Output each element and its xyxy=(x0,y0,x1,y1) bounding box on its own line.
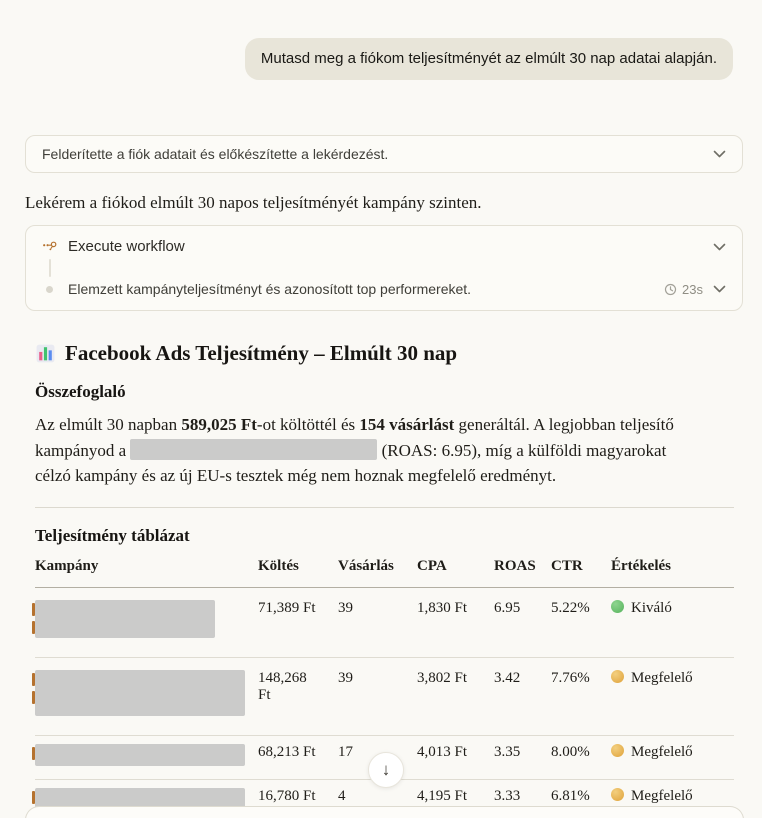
cell-vasarlas: 39 xyxy=(338,657,417,735)
cell-ctr: 8.00% xyxy=(551,735,611,779)
rating-label: Megfelelő xyxy=(631,743,693,760)
column-header: ROAS xyxy=(494,558,551,588)
summary-heading: Összefoglaló xyxy=(35,382,126,401)
cell-ctr: 5.22% xyxy=(551,587,611,657)
table-heading: Teljesítmény táblázat xyxy=(35,525,190,545)
summary-text: (ROAS: 6.95), míg a külföldi magyarokat célzó kampány és az új EU-s tesztek még nem hoznak megfelelő eredményt. xyxy=(35,440,667,485)
assistant-intro-text: Lekérem a fiókod elmúlt 30 napos teljesítményét kampány szinten. xyxy=(25,193,482,212)
column-header: Értékelés xyxy=(611,558,734,588)
cell-roas: 3.42 xyxy=(494,657,551,735)
campaign-emoji-fragment xyxy=(32,691,35,704)
cell-koltes: 68,213 Ft xyxy=(258,735,338,779)
campaign-redaction xyxy=(35,600,215,638)
summary-text: Az elmúlt 30 napban xyxy=(35,415,182,434)
collapsed-step-label: Felderítette a fiók adatait és előkészítette a lekérdezést. xyxy=(42,146,389,162)
campaign-emoji-fragment xyxy=(32,673,35,686)
scroll-down-button[interactable] xyxy=(368,752,404,788)
cell-vasarlas: 4 xyxy=(338,787,346,804)
cell-koltes: 71,389 Ft xyxy=(258,587,338,657)
cell-roas: 3.33 xyxy=(494,787,521,804)
campaign-redaction xyxy=(35,744,245,766)
cell-ertekeles xyxy=(611,587,734,657)
collapsed-step-box[interactable] xyxy=(25,135,743,173)
status-dot-yellow-icon xyxy=(611,744,624,757)
summary-text: generáltál. A legjobban teljesítő kampányod a xyxy=(35,415,674,460)
summary-text: -ot költöttél és xyxy=(256,415,360,434)
cell-ertekeles xyxy=(611,657,734,735)
column-header: CTR xyxy=(551,558,611,588)
bar-chart-icon xyxy=(35,343,56,364)
workflow-duration xyxy=(664,282,703,297)
cell-vasarlas: 17 xyxy=(338,735,417,779)
campaign-emoji-fragment xyxy=(32,603,35,616)
clock-icon xyxy=(664,283,677,296)
cell-campaign xyxy=(35,587,258,657)
cell-vasarlas: 39 xyxy=(338,587,417,657)
report-title-row xyxy=(35,341,743,366)
cell-cpa: 4,195 Ft xyxy=(417,787,468,804)
cell-cpa: 4,013 Ft xyxy=(417,735,494,779)
workflow-substep-text: Elemzett kampányteljesítményt és azonosított top performereket. xyxy=(68,281,472,297)
cell-campaign xyxy=(35,657,258,735)
chevron-down-icon[interactable] xyxy=(713,243,726,251)
workflow-substep[interactable] xyxy=(26,279,742,310)
column-header: Vásárlás xyxy=(338,558,417,588)
column-header: Kampány xyxy=(35,558,258,588)
table-row xyxy=(35,657,734,735)
column-header: CPA xyxy=(417,558,494,588)
rating-label: Megfelelő xyxy=(631,669,693,686)
cell-koltes: 148,268 Ft xyxy=(258,657,338,735)
chat-input-box[interactable] xyxy=(25,806,744,818)
table-header-row xyxy=(35,558,734,588)
campaign-emoji-fragment xyxy=(32,747,35,760)
rating-label: Megfelelő xyxy=(631,787,693,804)
cell-ertekeles xyxy=(611,735,734,779)
summary-bold-value: 589,025 Ft xyxy=(181,415,257,434)
cell-cpa: 3,802 Ft xyxy=(417,657,494,735)
cell-campaign xyxy=(35,735,258,779)
cell-koltes: 16,780 Ft xyxy=(258,787,316,804)
workflow-duration-text: 23s xyxy=(682,281,703,297)
workflow-panel xyxy=(25,225,743,311)
status-dot-yellow-icon xyxy=(611,670,624,683)
cell-roas: 3.35 xyxy=(494,735,551,779)
workflow-icon xyxy=(42,239,58,255)
down-arrow-icon: ↓ xyxy=(381,760,391,779)
user-message-bubble: Mutasd meg a fiókom teljesítményét az elmúlt 30 nap adatai alapján. xyxy=(245,38,733,80)
column-header: Költés xyxy=(258,558,338,588)
report-title: Facebook Ads Teljesítmény – Elmúlt 30 nap xyxy=(65,341,458,365)
campaign-emoji-fragment xyxy=(32,791,35,804)
section-divider xyxy=(35,507,734,508)
table-row xyxy=(35,587,734,657)
chevron-down-icon[interactable] xyxy=(713,285,726,293)
workflow-title: Execute workflow xyxy=(68,238,185,255)
campaign-redaction xyxy=(35,670,245,716)
user-message-row xyxy=(0,0,762,80)
chevron-down-icon[interactable] xyxy=(713,150,726,158)
campaign-emoji-fragment xyxy=(32,621,35,634)
redacted-text xyxy=(130,439,377,460)
status-dot-green-icon xyxy=(611,600,624,613)
step-bullet-icon xyxy=(46,286,53,293)
cell-roas: 6.95 xyxy=(494,587,551,657)
summary-bold-value: 154 vásárlást xyxy=(359,415,455,434)
step-connector-line xyxy=(49,259,51,277)
cell-ctr: 7.76% xyxy=(551,657,611,735)
cell-ctr: 6.81% xyxy=(551,787,590,804)
rating-label: Kiváló xyxy=(631,599,672,616)
status-dot-yellow-icon xyxy=(611,788,624,801)
cell-cpa: 1,830 Ft xyxy=(417,587,494,657)
workflow-header[interactable] xyxy=(26,226,742,257)
summary-paragraph xyxy=(35,412,695,489)
